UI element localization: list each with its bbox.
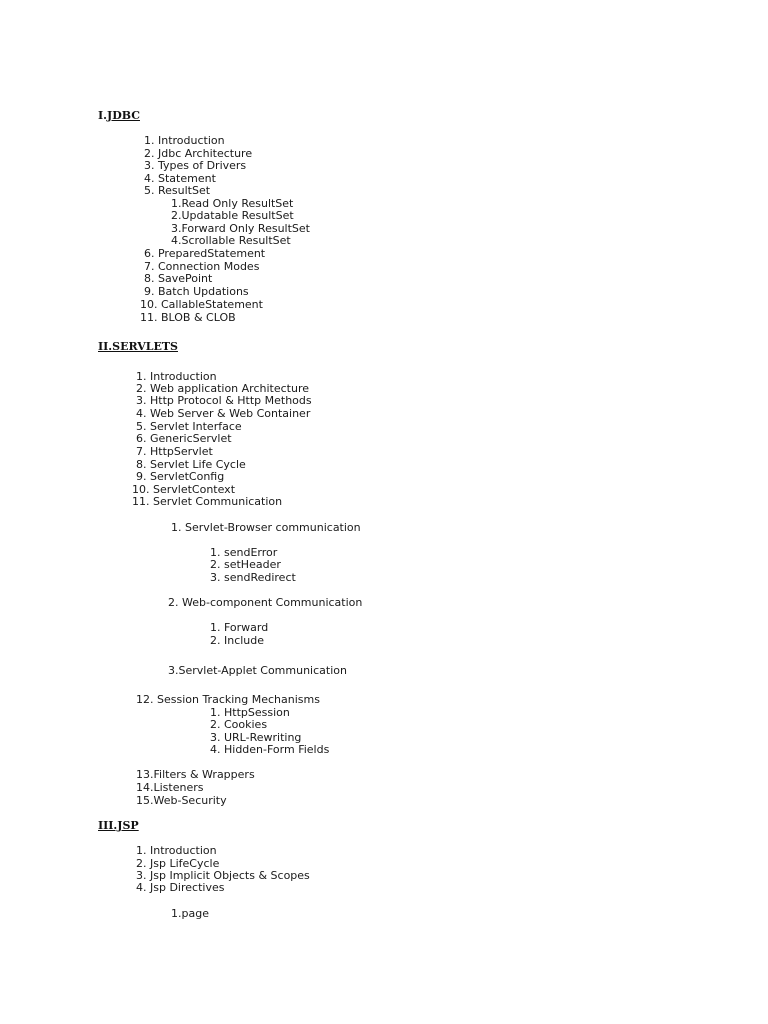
list-item: 12. Session Tracking Mechanisms [136,693,320,706]
list-item: 6. GenericServlet [136,432,232,445]
list-item: 9. ServletConfig [136,470,225,483]
section-heading-jsp: III.JSP [98,819,139,832]
list-subsubitem: 1. Forward [210,621,269,634]
list-subsubitem: 2. setHeader [210,558,281,571]
list-item: 3. Jsp Implicit Objects & Scopes [136,869,310,882]
list-item: 9. Batch Updations [144,285,249,298]
list-item: 4. Statement [144,172,216,185]
list-item: 8. SavePoint [144,272,213,285]
list-subsubitem: 4. Hidden-Form Fields [210,743,330,756]
list-item: 1. Introduction [136,370,217,383]
list-subitem: 4.Scrollable ResultSet [171,234,291,247]
section-title: JDBC [106,109,140,122]
list-subitem: 1. Servlet-Browser communication [171,521,361,534]
list-subitem: 1.page [171,907,209,920]
list-subsubitem: 2. Cookies [210,718,268,731]
list-item: 10. ServletContext [132,483,236,496]
list-subsubitem: 1. HttpSession [210,706,290,719]
list-item: 8. Servlet Life Cycle [136,458,246,471]
list-subitem: 2.Updatable ResultSet [171,209,294,222]
list-item: 1. Introduction [144,134,225,147]
list-item: 11. Servlet Communication [132,495,283,508]
list-item: 7. Connection Modes [144,260,260,273]
section-number: I. [98,109,107,122]
list-item: 14.Listeners [136,781,204,794]
list-subsubitem: 3. sendRedirect [210,571,296,584]
list-item: 5. Servlet Interface [136,420,242,433]
list-subitem: 3.Servlet-Applet Communication [168,664,347,677]
section-heading-jdbc [98,109,140,122]
list-item: 4. Jsp Directives [136,881,225,894]
list-subitem: 1.Read Only ResultSet [171,197,294,210]
list-subsubitem: 1. sendError [210,546,278,559]
list-subitem: 2. Web-component Communication [168,596,363,609]
list-item: 7. HttpServlet [136,445,213,458]
list-item: 2. Jdbc Architecture [144,147,253,160]
list-subsubitem: 2. Include [210,634,265,647]
list-subsubitem: 3. URL-Rewriting [210,731,302,744]
list-item: 2. Jsp LifeCycle [136,857,220,870]
list-item: 4. Web Server & Web Container [136,407,311,420]
list-item: 3. Http Protocol & Http Methods [136,394,312,407]
section-heading-servlets: II.SERVLETS [98,340,178,353]
list-item: 1. Introduction [136,844,217,857]
list-item: 10. CallableStatement [140,298,263,311]
list-subitem: 3.Forward Only ResultSet [171,222,310,235]
list-item: 3. Types of Drivers [144,159,247,172]
list-item: 11. BLOB & CLOB [140,311,236,324]
list-item: 6. PreparedStatement [144,247,266,260]
list-item: 5. ResultSet [144,184,211,197]
list-item: 13.Filters & Wrappers [136,768,255,781]
list-item: 2. Web application Architecture [136,382,309,395]
list-item: 15.Web-Security [136,794,227,807]
